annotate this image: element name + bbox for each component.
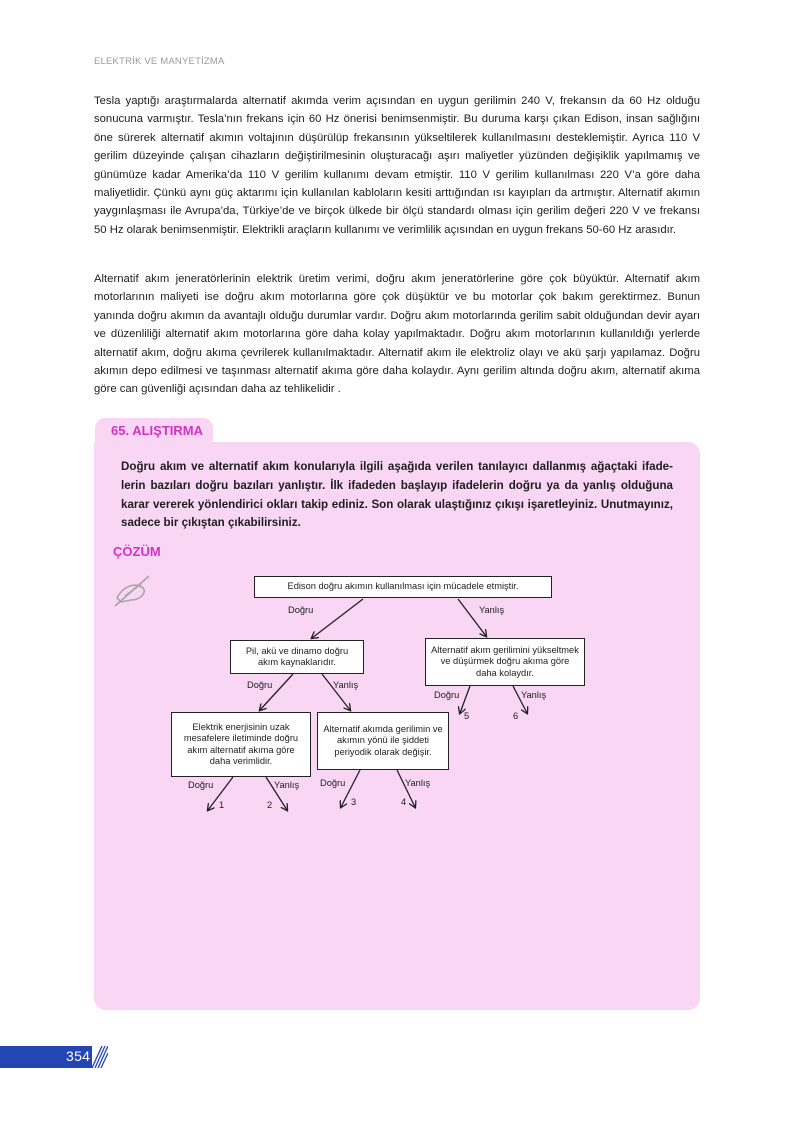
exit-4: 4: [401, 797, 407, 807]
exit-5: 5: [464, 711, 470, 721]
label-right-false: Yanlış: [521, 690, 547, 700]
paragraph-1: Tesla yaptığı araştırmalarda alternatif akımda verim açısından en uygun gerilimin 240 V, frekansın da 60 Hz olduğu sonucuna varmıştır. Tesla’nın frekans için 60 Hz önerisi benimsenmiştir. Bu duruma karşı çıkan Edison, insan sağlığını öne sürerek alternatif akımın voltajının düşürülüp frekansının yükseltilerek kullanılmasını desteklemiştir. Ayrıca 110 V gerilim düzeyinde çalışan cihazların değiştirilmesinin oluşturacağı aşırı maliyetler yüzünden değişiklik yapılmamış ve günümüze kadar Amerika’da 110 V gerilim kullanımı devam etmiştir. 110 V gerilim kullanılması 220 V’a göre daha maliyetlidir. Çünkü aynı güç aktarımı için kullanılan kabloların kesiti arttığından ısı kayıpları da artmıştır. Alternatif akımın yaygınlaşması ile Avrupa’da, Türkiye’de ve birçok ülkede bir ölçü standardı olması için gerilim değeri 220 V ve frekansı 50 Hz olarak benimsenmiştir. Elektrikli araçların kullanımı ve verimlilik açısından en uygun frekans 50-60 Hz arasıdır.: [94, 95, 700, 236]
label-root-true: Doğru: [288, 605, 314, 615]
exit-3: 3: [351, 797, 357, 807]
label-ll-false: Yanlış: [274, 780, 300, 790]
tree-node-left-left: Elektrik enerjisinin uzak mesafelere iletiminde doğru akım alternatif akıma göre daha verimlidir.: [171, 712, 311, 777]
label-root-false: Yanlış: [479, 605, 505, 615]
label-left-false: Yanlış: [333, 680, 359, 690]
arrow-right-true: [460, 686, 470, 713]
label-left-true: Doğru: [247, 680, 273, 690]
exercise-question: Doğru akım ve alternatif akım konularıyla ilgili aşağıda verilen tanılayıcı dallanmış ağaçtaki ifadelerin bazıları doğru bazıları yanlıştır. İlk ifadeden başlayıp ifadelerin doğru ya da yanlış olduğuna karar vererek yönlendirici okları takip ediniz. Son olarak ulaştığınız çıkışı işaretleyiniz. Unutmayınız, sadece bir çıkıştan çıkabilirsiniz.: [121, 460, 673, 530]
exercise-title: 65. ALIŞTIRMA: [111, 423, 203, 438]
tree-node-root: Edison doğru akımın kullanılması için mücadele etmiştir.: [254, 576, 552, 598]
footer-hatch: [92, 1046, 108, 1068]
exit-6: 6: [513, 711, 519, 721]
label-lr-false: Yanlış: [405, 778, 431, 788]
label-right-true: Doğru: [434, 690, 460, 700]
exit-2: 2: [267, 800, 273, 810]
arrow-root-true: [312, 599, 363, 638]
paragraph-2: Alternatif akım jeneratörlerinin elektrik üretim verimi, doğru akım jeneratörlerine göre çok büyüktür. Alternatif akım motorlarının maliyeti ise doğru akım motorlarına göre çok düşüktür ve bu motorlar çok bakım gerektirmez. Bunun yanında doğru akımın da avantajlı olduğu durumlar vardır. Doğru akım motorlarında gerilim sabit olduğundan devir ayarı ve düzenliliği alternatif akım motorlarına göre daha kolay yapılmaktadır. Doğru akım motorlarının kullanıldığı yerlerde alternatif akım, doğru akıma çevrilerek kullanılmaktadır. Alternatif akım ile elektroliz olayı ve akü şarjı yapılamaz. Doğru akımın depo edilmesi ve taşınması alternatif akıma göre daha kolaydır. Aynı gerilim altında doğru akım, alternatif akıma göre can güvenliği açısından daha az tehlikelidir .: [94, 273, 700, 396]
label-lr-true: Doğru: [320, 778, 346, 788]
tree-node-right: Alternatif akım gerilimini yükseltmek ve düşürmek doğru akıma göre daha kolaydır.: [425, 638, 585, 686]
label-ll-true: Doğru: [188, 780, 214, 790]
tree-node-left: Pil, akü ve dinamo doğru akım kaynaklarıdır.: [230, 640, 364, 674]
tree-node-left-right: Alternatif akımda gerilimin ve akımın yönü ile şiddeti periyodik olarak değişir.: [317, 712, 449, 770]
solution-label: ÇÖZÜM: [113, 544, 161, 559]
exit-1: 1: [219, 800, 225, 810]
section-header: ELEKTRİK VE MANYETİZMA: [94, 56, 225, 67]
page-number: 354: [66, 1048, 91, 1064]
